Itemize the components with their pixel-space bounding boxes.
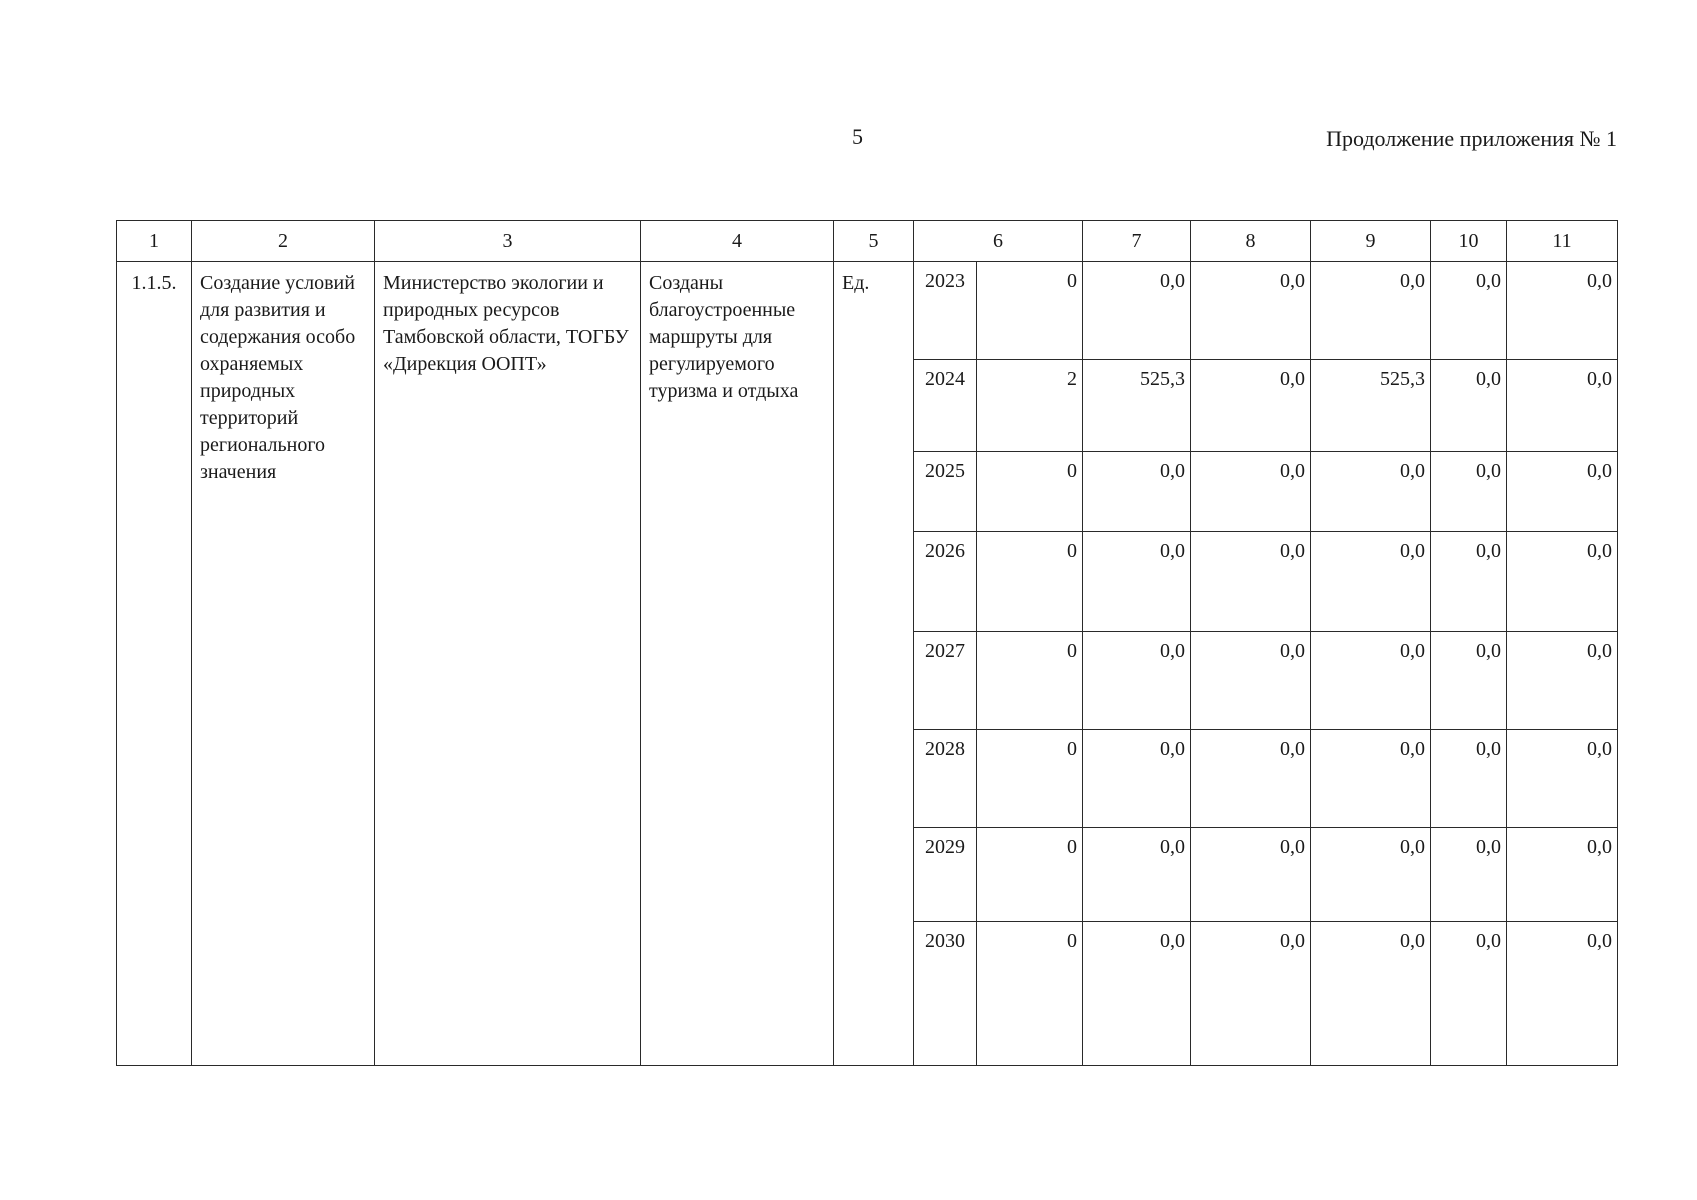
amount-col8: 0,0 bbox=[1191, 360, 1311, 452]
year-cell: 2028 bbox=[914, 730, 977, 828]
program-table bbox=[116, 220, 1618, 1066]
year-cell: 2030 bbox=[914, 922, 977, 1066]
table-row bbox=[117, 262, 1618, 360]
amount-col9: 525,3 bbox=[1311, 360, 1431, 452]
column-number: 6 bbox=[914, 221, 1083, 262]
amount-col8: 0,0 bbox=[1191, 922, 1311, 1066]
column-number: 4 bbox=[641, 221, 834, 262]
column-number-row bbox=[117, 221, 1618, 262]
amount-col9: 0,0 bbox=[1311, 262, 1431, 360]
page-number: 5 bbox=[852, 124, 863, 149]
amount-col11: 0,0 bbox=[1507, 360, 1618, 452]
column-number: 3 bbox=[375, 221, 641, 262]
year-cell: 2029 bbox=[914, 828, 977, 922]
item-unit: Ед. bbox=[834, 262, 914, 1066]
amount-col8: 0,0 bbox=[1191, 730, 1311, 828]
year-cell: 2025 bbox=[914, 452, 977, 532]
column-number: 8 bbox=[1191, 221, 1311, 262]
amount-col9: 0,0 bbox=[1311, 828, 1431, 922]
indicator-value: 0 bbox=[977, 452, 1083, 532]
indicator-value: 0 bbox=[977, 262, 1083, 360]
amount-col8: 0,0 bbox=[1191, 828, 1311, 922]
year-cell: 2024 bbox=[914, 360, 977, 452]
amount-col11: 0,0 bbox=[1507, 262, 1618, 360]
amount-col9: 0,0 bbox=[1311, 632, 1431, 730]
amount-col7: 0,0 bbox=[1083, 452, 1191, 532]
amount-col9: 0,0 bbox=[1311, 532, 1431, 632]
column-number: 2 bbox=[192, 221, 375, 262]
amount-col9: 0,0 bbox=[1311, 730, 1431, 828]
amount-col11: 0,0 bbox=[1507, 532, 1618, 632]
column-number: 11 bbox=[1507, 221, 1618, 262]
column-number: 10 bbox=[1431, 221, 1507, 262]
item-code: 1.1.5. bbox=[117, 262, 192, 1066]
indicator-value: 0 bbox=[977, 730, 1083, 828]
amount-col7: 0,0 bbox=[1083, 262, 1191, 360]
indicator-value: 2 bbox=[977, 360, 1083, 452]
appendix-note: Продолжение приложения № 1 bbox=[1326, 126, 1617, 151]
amount-col9: 0,0 bbox=[1311, 922, 1431, 1066]
amount-col11: 0,0 bbox=[1507, 828, 1618, 922]
amount-col7: 0,0 bbox=[1083, 922, 1191, 1066]
amount-col9: 0,0 bbox=[1311, 452, 1431, 532]
indicator-value: 0 bbox=[977, 828, 1083, 922]
amount-col8: 0,0 bbox=[1191, 452, 1311, 532]
amount-col7: 0,0 bbox=[1083, 828, 1191, 922]
amount-col10: 0,0 bbox=[1431, 632, 1507, 730]
amount-col7: 0,0 bbox=[1083, 632, 1191, 730]
amount-col11: 0,0 bbox=[1507, 632, 1618, 730]
amount-col8: 0,0 bbox=[1191, 262, 1311, 360]
year-cell: 2027 bbox=[914, 632, 977, 730]
amount-col7: 0,0 bbox=[1083, 730, 1191, 828]
amount-col11: 0,0 bbox=[1507, 922, 1618, 1066]
item-name: Создание условий для развития и содержания особо охраняемых природных территорий регионального значения bbox=[192, 262, 375, 1066]
amount-col7: 0,0 bbox=[1083, 532, 1191, 632]
amount-col11: 0,0 bbox=[1507, 452, 1618, 532]
amount-col10: 0,0 bbox=[1431, 532, 1507, 632]
year-cell: 2026 bbox=[914, 532, 977, 632]
amount-col10: 0,0 bbox=[1431, 262, 1507, 360]
amount-col11: 0,0 bbox=[1507, 730, 1618, 828]
indicator-value: 0 bbox=[977, 632, 1083, 730]
column-number: 5 bbox=[834, 221, 914, 262]
amount-col10: 0,0 bbox=[1431, 828, 1507, 922]
year-cell: 2023 bbox=[914, 262, 977, 360]
amount-col10: 0,0 bbox=[1431, 922, 1507, 1066]
amount-col8: 0,0 bbox=[1191, 632, 1311, 730]
indicator-value: 0 bbox=[977, 922, 1083, 1066]
amount-col10: 0,0 bbox=[1431, 452, 1507, 532]
column-number: 1 bbox=[117, 221, 192, 262]
item-result: Созданы благоустроенные маршруты для регулируемого туризма и отдыха bbox=[641, 262, 834, 1066]
indicator-value: 0 bbox=[977, 532, 1083, 632]
column-number: 7 bbox=[1083, 221, 1191, 262]
amount-col10: 0,0 bbox=[1431, 730, 1507, 828]
amount-col7: 525,3 bbox=[1083, 360, 1191, 452]
item-executor: Министерство экологии и природных ресурсов Тамбовской области, ТОГБУ «Дирекция ООПТ» bbox=[375, 262, 641, 1066]
column-number: 9 bbox=[1311, 221, 1431, 262]
amount-col10: 0,0 bbox=[1431, 360, 1507, 452]
amount-col8: 0,0 bbox=[1191, 532, 1311, 632]
